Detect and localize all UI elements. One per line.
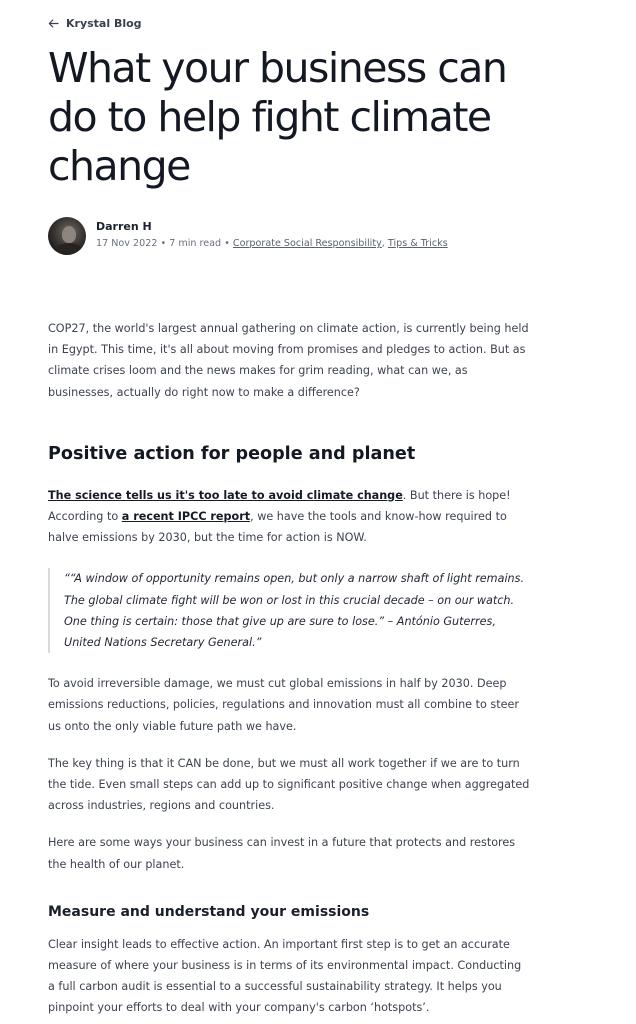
section-heading-measure: Measure and understand your emissions bbox=[48, 903, 370, 920]
arrow-left-icon bbox=[48, 19, 59, 28]
avatar bbox=[48, 217, 86, 255]
publish-date: 17 Nov 2022 bbox=[96, 238, 158, 249]
author-byline bbox=[48, 217, 448, 255]
category-link-csr[interactable]: Corporate Social Responsibility bbox=[232, 238, 382, 249]
back-to-blog-link[interactable] bbox=[48, 17, 142, 30]
article-meta: 17 Nov 2022 • 7 min read • Corporate Social Responsibility, Tips & Tricks bbox=[96, 238, 448, 249]
science-link[interactable]: The science tells us it's too late to avoid climate change bbox=[48, 488, 403, 502]
ways-paragraph: Here are some ways your business can invest in a future that protects and restores the health of our planet. bbox=[48, 836, 516, 871]
section-heading-positive-action: Positive action for people and planet bbox=[48, 443, 416, 464]
emissions-paragraph: To avoid irreversible damage, we must cut global emissions in half by 2030. Deep emissions reductions, policies, regulations and innovation must all combine to steer us onto the only viable future path we have. bbox=[48, 677, 519, 733]
guterres-quote: ““A window of opportunity remains open, but only a narrow shaft of light remains. The global climate fight will be won or lost in this crucial decade – on our watch. One thing is certain: those that give up are sure to lose.” – António Guterres, United Nations Secretary General.” bbox=[48, 568, 530, 653]
intro-paragraph: COP27, the world's largest annual gathering on climate action, is currently being held in Egypt. This time, it's all about moving from promises and pledges to action. But as climate crises loom and the news makes for grim reading, what can we, as businesses, actually do right now to make a difference? bbox=[48, 322, 529, 399]
read-time: 7 min read bbox=[169, 238, 222, 249]
back-link-label: Krystal Blog bbox=[66, 17, 142, 30]
author-name: Darren H bbox=[96, 220, 152, 233]
insight-paragraph: Clear insight leads to effective action. An important first step is to get an accurate measure of where your business is in terms of its environmental impact. Conducting a full carbon audit is essential to a successful sustainability strategy. It helps you pinpoint your efforts to deal with your company's carbon ‘hotspots’. bbox=[48, 937, 522, 1015]
article-title: What your business can do to help fight climate change bbox=[48, 44, 507, 190]
ipcc-report-link[interactable]: a recent IPCC report bbox=[121, 510, 251, 524]
article-body bbox=[48, 318, 530, 1019]
category-link-tips[interactable]: Tips & Tricks bbox=[387, 238, 448, 249]
science-paragraph: The science tells us it's too late to avoid climate change. But there is hope! According to a recent IPCC report, we have the tools and know-how required to halve emissions by 2030, but the time for action is NOW. bbox=[48, 488, 511, 545]
key-thing-paragraph: The key thing is that it CAN be done, but we must all work together if we are to turn the tide. Even small steps can add up to significant positive change when aggregated across industries, regions and countries. bbox=[48, 756, 530, 813]
